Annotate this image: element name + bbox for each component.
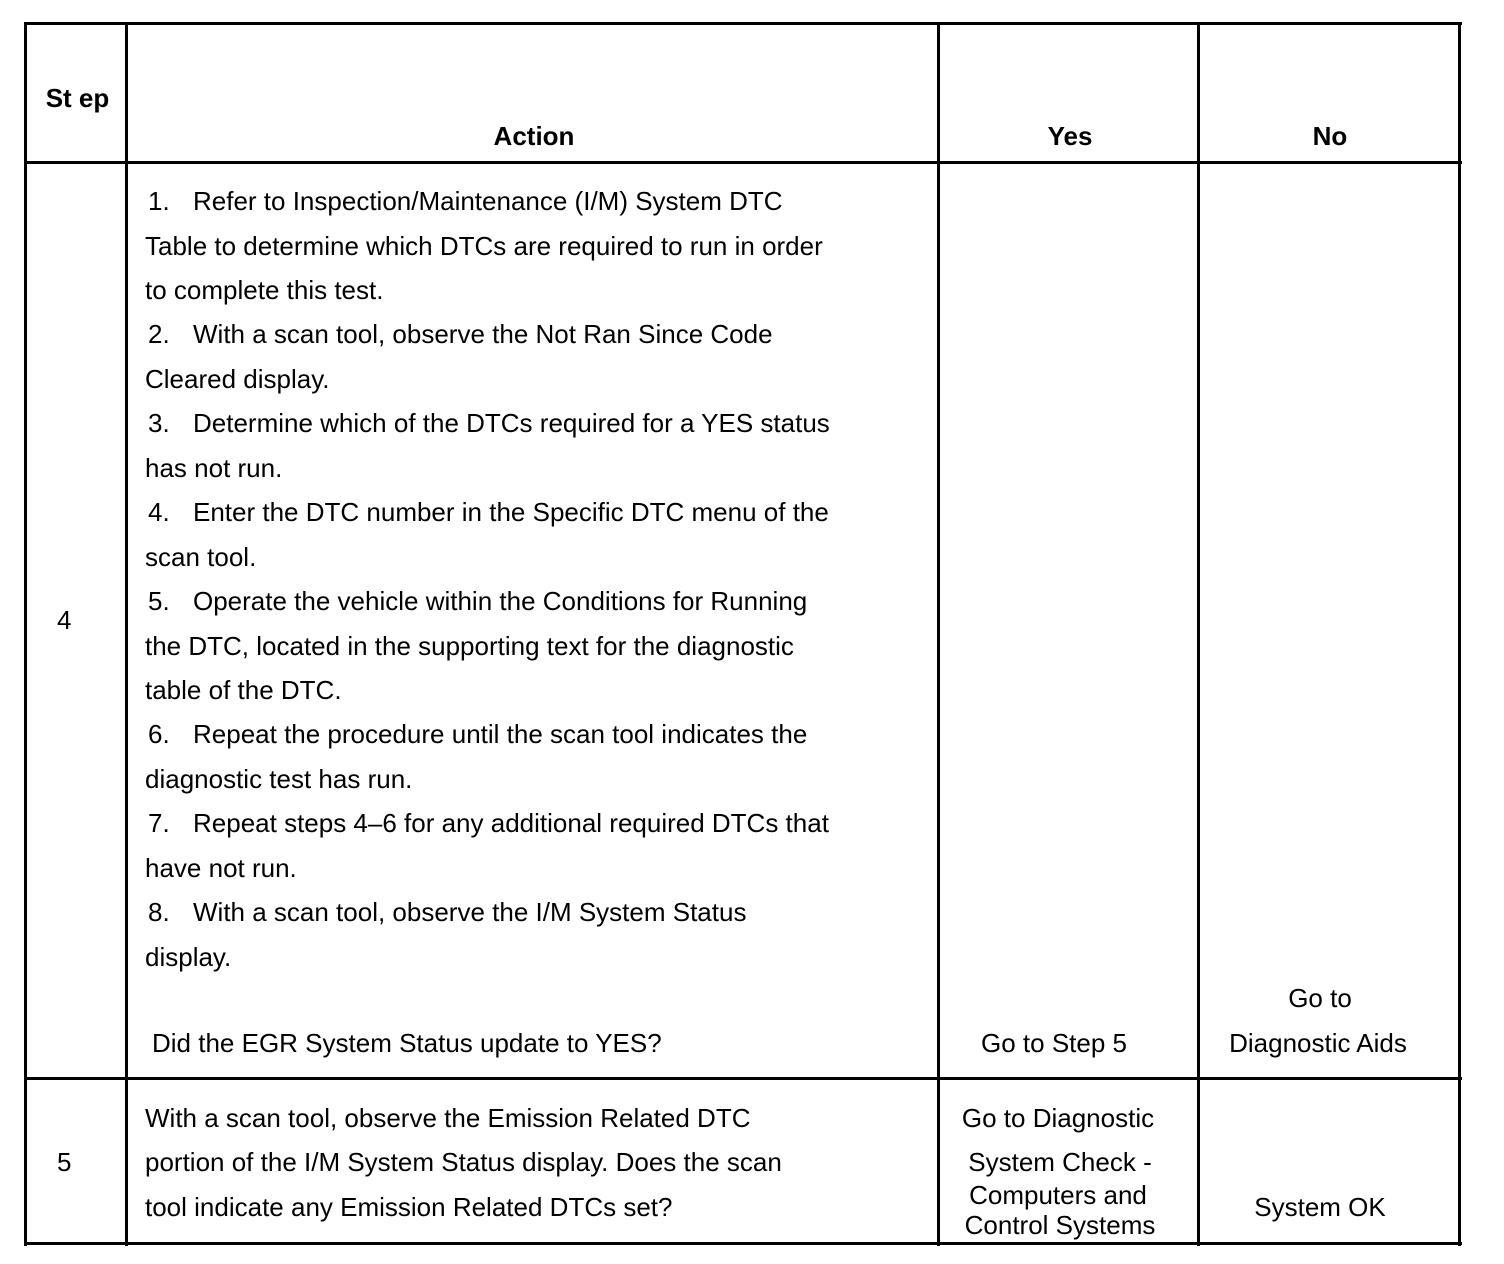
- table-border-left: [24, 22, 27, 1246]
- row-4-yes: Go to Step 5: [981, 1028, 1127, 1058]
- action-step-6-text: Repeat the procedure until the scan tool indicates the diagnostic test has run.: [145, 719, 808, 794]
- action-step-4-text: Enter the DTC number in the Specific DTC menu of the scan tool.: [145, 497, 829, 572]
- row-divider: [24, 1077, 1462, 1080]
- action-step-2-num: 2.: [148, 319, 170, 349]
- table-border-bottom: [24, 1242, 1462, 1245]
- action-step-7-num: 7.: [148, 808, 170, 838]
- row-5-step-number: 5: [57, 1147, 72, 1177]
- action-step-4-num: 4.: [148, 497, 170, 527]
- header-step: St ep: [45, 83, 110, 113]
- action-step-5-num: 5.: [148, 586, 170, 616]
- column-divider-step: [125, 22, 128, 1246]
- action-step-8-text: With a scan tool, observe the I/M System Status display.: [145, 897, 747, 972]
- row-5-action-line1: With a scan tool, observe the Emission Related DTC: [145, 1103, 751, 1133]
- table-border-right: [1458, 22, 1461, 1246]
- row-4-no-line1: Go to: [1288, 983, 1352, 1013]
- action-step-3-text: Determine which of the DTCs required for a YES status has not run.: [145, 408, 830, 483]
- row-4-question: Did the EGR System Status update to YES?: [152, 1028, 662, 1058]
- action-step-2-text: With a scan tool, observe the Not Ran Since Code Cleared display.: [145, 319, 773, 394]
- row-5-action-line2: portion of the I/M System Status display. Does the scan: [145, 1147, 782, 1177]
- action-step-1-text: Refer to Inspection/Maintenance (I/M) System DTC Table to determine which DTCs are required to run in order to complete this test.: [145, 186, 823, 305]
- row-5-no: System OK: [1254, 1192, 1386, 1222]
- row-4-step-number: 4: [57, 605, 72, 635]
- header-action: Action: [493, 121, 575, 151]
- header-divider: [24, 161, 1462, 164]
- action-step-7-text: Repeat steps 4–6 for any additional required DTCs that have not run.: [145, 808, 829, 883]
- row-5-yes-line3: Computers and: [969, 1180, 1147, 1210]
- action-step-5-text: Operate the vehicle within the Conditions for Running the DTC, located in the supporting text for the diagnostic table of the DTC.: [145, 586, 808, 705]
- row-4-no-line2: Diagnostic Aids: [1229, 1028, 1407, 1058]
- row-5-yes-line2: System Check -: [968, 1147, 1152, 1177]
- row-5-yes-line1: Go to Diagnostic: [961, 1103, 1155, 1133]
- action-step-8-num: 8.: [148, 897, 170, 927]
- row-5-action-line3: tool indicate any Emission Related DTCs set?: [145, 1192, 673, 1222]
- table-border-top: [24, 22, 1462, 25]
- header-no: No: [1312, 121, 1348, 151]
- row-5-yes-line4: Control Systems: [964, 1210, 1156, 1240]
- header-yes: Yes: [1047, 121, 1093, 151]
- action-step-6-num: 6.: [148, 719, 170, 749]
- action-step-3-num: 3.: [148, 408, 170, 438]
- action-step-1-num: 1.: [148, 186, 170, 216]
